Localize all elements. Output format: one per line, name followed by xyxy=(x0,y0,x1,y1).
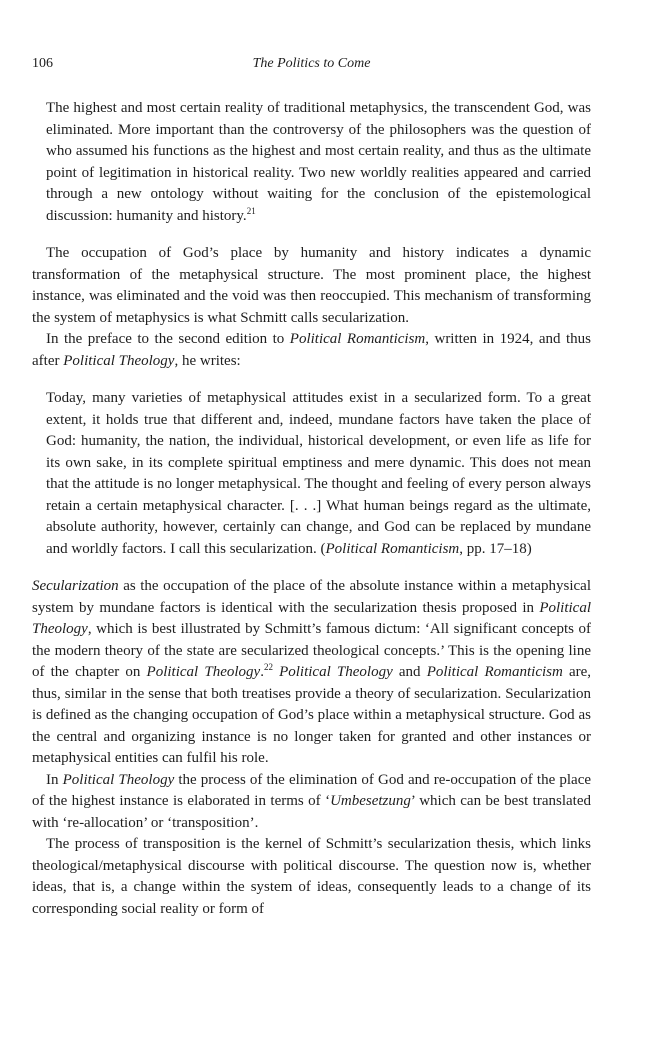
book-title: Political Theology xyxy=(62,771,175,788)
paragraph: The process of transposition is the kernel of Schmitt’s secularization thesis, which links theological/metaphysical discourse with political discourse. The question now is, whether ideas, that is, a change within the system of ideas, consequently leads to a change of its corresponding social reality or form of xyxy=(32,836,591,917)
paragraph: Secularization as the occupation of the place of the absolute instance within a metaphysical system by mundane factors is identical with the secularization thesis proposed in Political Theology, which is best illustrated by Schmitt’s famous dictum: ‘All significant concepts of the modern theory of the state are secularized theological concepts.’ This is the opening line of the chapter on Political Theology.$^{22}$ Political Theology and Political Romanticism are, thus, similar in the sense that both treatises provide a theory of secularization. Secularization is defined as the changing occupation of God’s place within a metaphysical structure. God as the central and organizing instance is no longer taken for granted and other instances or metaphysical entities can fulfil his role. xyxy=(32,578,592,766)
page-number: 106 xyxy=(32,56,53,71)
body-text xyxy=(32,98,591,920)
book-title: Political Theology xyxy=(63,352,175,369)
block-quote-2 xyxy=(46,388,591,560)
block-quote-1 xyxy=(46,98,591,227)
quote-text: The highest and most certain reality of traditional metaphysics, the transcendent God, was eliminated. More important than the controversy of the philosophers was the question of who assumed his functions as the highest and most certain reality, and thus as the ultimate point of legitimation in historical reality. Two new worldly realities appeared and carried through a new ontology without waiting for the conclusion of the epistemological discussion: humanity and history. xyxy=(46,100,591,224)
running-title: The Politics to Come xyxy=(252,56,371,71)
book-title: Political Romanticism xyxy=(289,331,426,347)
book-title: Political Theology xyxy=(32,599,591,637)
block-quote-paragraph xyxy=(46,98,591,227)
footnote-ref[interactable]: 21 xyxy=(246,205,256,216)
book-title: Political Theology xyxy=(279,664,393,680)
paragraph: The occupation of God’s place by humanity and history indicates a dynamic transformation of the metaphysical structure. The most prominent place, the highest instance, was eliminated and the void was then reoccupied. This mechanism of transforming the system of metaphysics is what Schmitt calls secularization. xyxy=(32,245,591,326)
book-title: Political Romanticism xyxy=(426,664,563,680)
term: Umbesetzung xyxy=(330,793,411,809)
page xyxy=(32,56,591,920)
book-title: Political Theology xyxy=(146,664,261,680)
term: Secularization xyxy=(32,578,119,594)
paragraph: In Political Theology the process of the elimination of God and re-occupation of the place of the highest instance is elaborated in terms of ‘Umbesetzung’ which can be best translated with ‘re-allocation’ or ‘transposition’. xyxy=(32,771,592,831)
block-quote-paragraph: Today, many varieties of metaphysical attitudes exist in a secularized form. To a great extent, it holds true that different and, indeed, mundane factors have taken the place of God: humanity, the nation, the individual, historical development, or even life as life for its own sake, in its complete spiritual emptiness and mere dynamic. This does not mean that the attitude is no longer metaphysical. The thought and feeling of every person always retain a certain metaphysical character. [. . .] What human beings regard as the ultimate, absolute authority, however, certainly can change, and God can be replaced by mundane and worldly factors. I call this secularization. (Political Romanticism, pp. 17–18) xyxy=(46,390,591,557)
paragraph: In the preface to the second edition to Political Romanticism, written in 1924, and thus after Political Theology, he writes: xyxy=(32,331,591,369)
page-header xyxy=(32,56,591,80)
footnote-ref[interactable]: 22 xyxy=(263,662,273,672)
book-title: Political Romanticism xyxy=(325,540,460,557)
